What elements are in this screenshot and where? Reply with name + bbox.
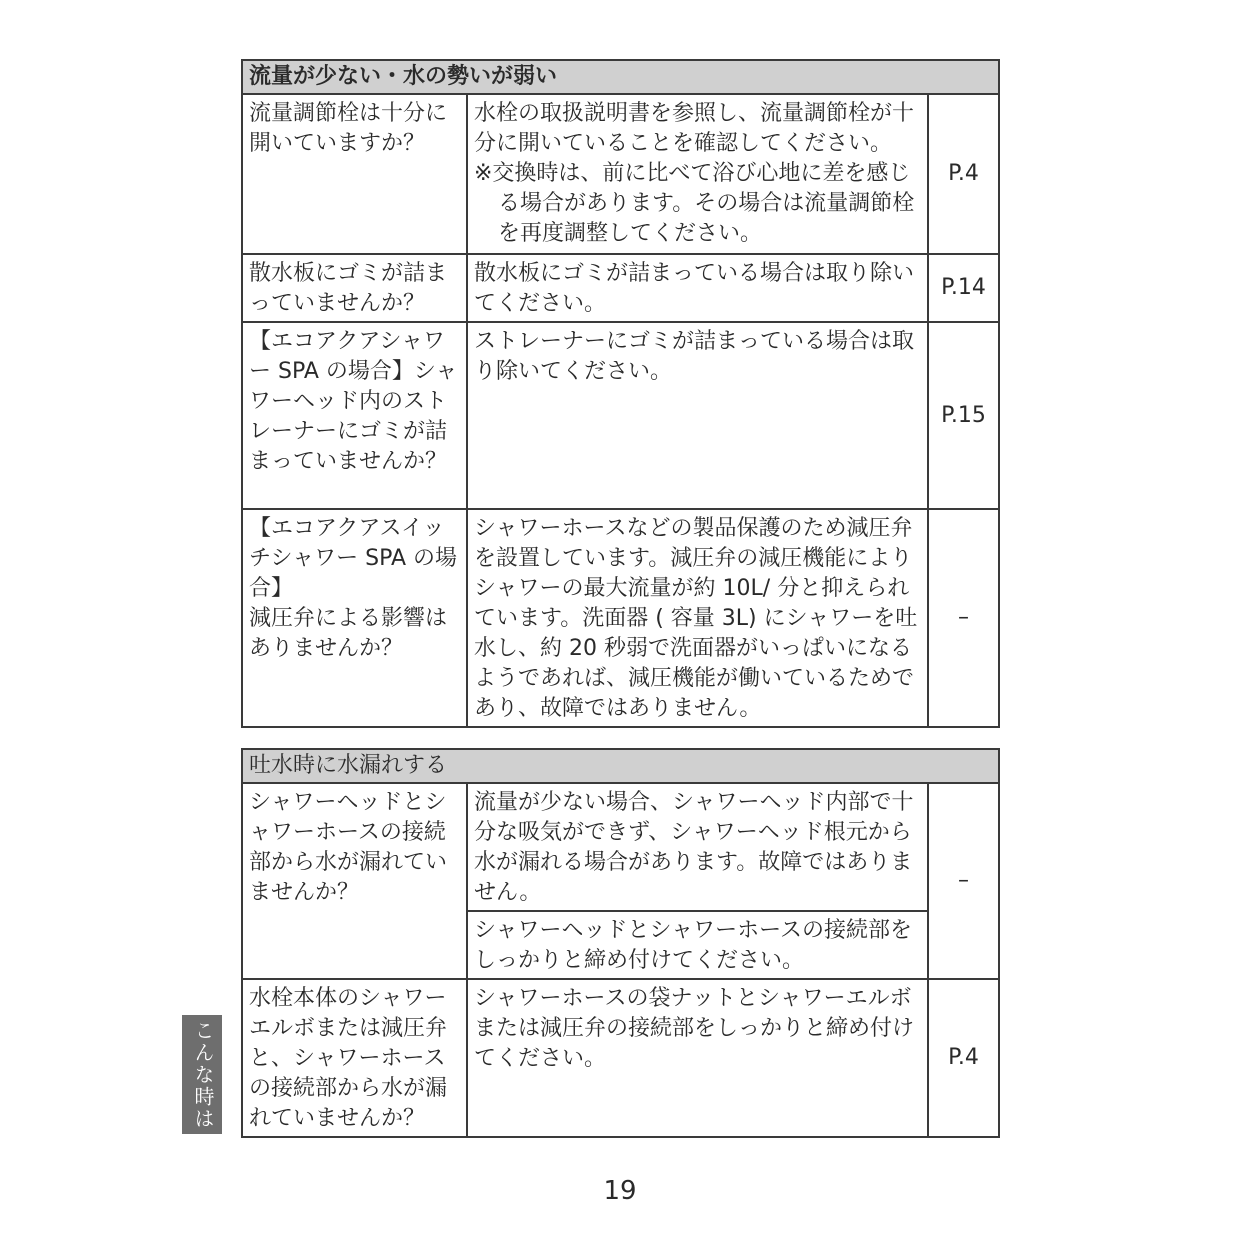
remedy-note: ※交換時は、前に比べて浴び心地に差を感じる場合があります。その場合は流量調節栓を再度調整してください。 [474,161,915,246]
check-text: 【エコアクアスイッチシャワー SPA の場合】 [249,516,457,601]
section-header-water-leak: 吐水時に水漏れする [242,749,999,783]
remedy-cell: 流量が少ない場合、シャワーヘッド内部で十分な吸気ができず、シャワーヘッド根元から水が漏れる場合があります。故障ではありません。 [467,783,928,911]
table-row [242,979,999,1137]
check-cell: シャワーヘッドとシャワーホースの接続部から水が漏れていませんか？ [242,783,467,979]
page-ref: P.4 [928,94,999,254]
table-row [242,322,999,509]
remedy-cell [467,94,928,254]
low-flow-table [241,59,1000,728]
remedy-cell: シャワーホースの袋ナットとシャワーエルボまたは減圧弁の接続部をしっかりと締め付けてください。 [467,979,928,1137]
page-ref: P.14 [928,254,999,322]
water-leak-table [241,748,1000,1138]
section-side-tab: こんな時は [182,1015,222,1134]
page-ref: P.15 [928,322,999,509]
check-cell: 散水板にゴミが詰まっていませんか？ [242,254,467,322]
table-row [242,94,999,254]
page-ref: – [928,783,999,979]
check-cell: 流量調節栓は十分に開いていますか？ [242,94,467,254]
page-ref: P.4 [928,979,999,1137]
remedy-cell: ストレーナーにゴミが詰まっている場合は取り除いてください。 [467,322,928,509]
table-row [242,783,999,911]
remedy-cell: 散水板にゴミが詰まっている場合は取り除いてください。 [467,254,928,322]
remedy-cell: シャワーヘッドとシャワーホースの接続部をしっかりと締め付けてください。 [467,911,928,979]
remedy-text: 水栓の取扱説明書を参照し、流量調節栓が十分に開いていることを確認してください。 [474,101,915,156]
check-cell [242,509,467,727]
remedy-cell: シャワーホースなどの製品保護のため減圧弁を設置しています。減圧弁の減圧機能によりシャワーの最大流量が約 10L/ 分と抑えられています。洗面器 ( 容量 3L) にシャワーを吐水し、約 20 秒弱で洗面器がいっぱいになるようであれば、減圧機能が働いているためであり、故障ではありません。 [467,509,928,727]
check-cell: 【エコアクアシャワー SPA の場合】シャワーヘッド内のストレーナーにゴミが詰まっていませんか？ [242,322,467,509]
table-row [242,509,999,727]
table-row [242,254,999,322]
page-number: 19 [603,1176,637,1206]
check-text: 減圧弁による影響はありませんか？ [249,606,448,661]
section-header-low-flow: 流量が少ない・水の勢いが弱い [242,60,999,94]
check-cell: 水栓本体のシャワーエルボまたは減圧弁と、シャワーホースの接続部から水が漏れていませんか？ [242,979,467,1137]
page-ref: – [928,509,999,727]
